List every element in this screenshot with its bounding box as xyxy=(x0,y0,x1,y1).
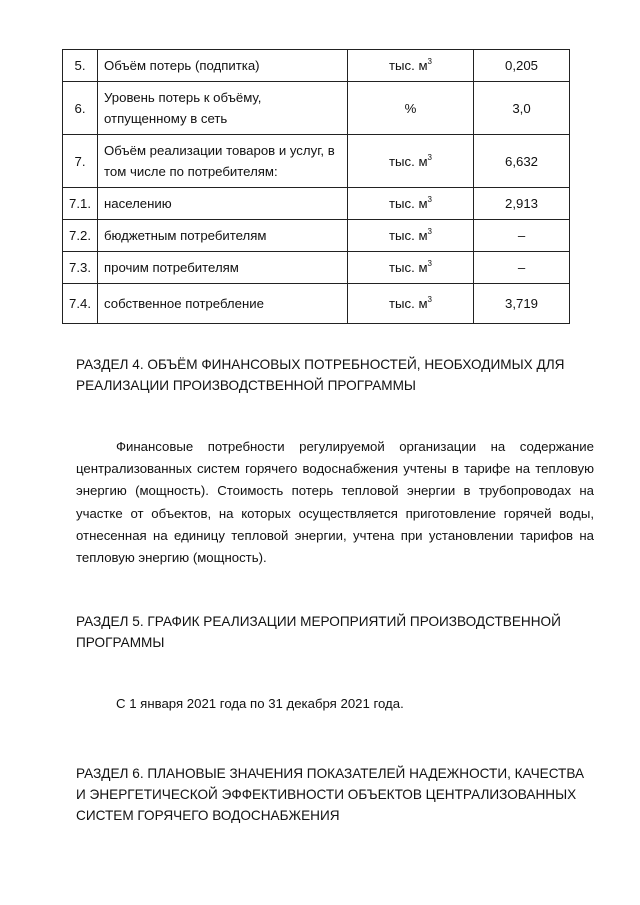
row-number: 7.2. xyxy=(63,220,98,252)
table-row xyxy=(63,50,570,82)
row-number: 7.3. xyxy=(63,252,98,284)
unit-text: тыс. м xyxy=(389,260,428,275)
table-row xyxy=(63,252,570,284)
row-number: 7. xyxy=(63,135,98,188)
section-5-paragraph: С 1 января 2021 года по 31 декабря 2021 года. xyxy=(116,696,404,711)
row-label: бюджетным потребителям xyxy=(98,220,348,252)
indicators-table xyxy=(62,49,570,324)
table-row xyxy=(63,188,570,220)
row-value: 2,913 xyxy=(474,188,570,220)
row-number: 5. xyxy=(63,50,98,82)
row-number: 6. xyxy=(63,82,98,135)
row-label: Уровень потерь к объёму, отпущенному в сеть xyxy=(98,82,348,135)
section-4-heading: РАЗДЕЛ 4. ОБЪЁМ ФИНАНСОВЫХ ПОТРЕБНОСТЕЙ, НЕОБХОДИМЫХ ДЛЯ РЕАЛИЗАЦИИ ПРОИЗВОДСТВЕННОЙ ПРОГРАММЫ xyxy=(76,357,565,393)
unit-text: % xyxy=(404,100,417,116)
row-label: Объём потерь (подпитка) xyxy=(98,50,348,82)
row-unit xyxy=(348,50,474,82)
row-value: 0,205 xyxy=(474,50,570,82)
unit-superscript: 3 xyxy=(427,195,432,204)
row-unit xyxy=(348,82,474,135)
table-row xyxy=(63,82,570,135)
row-label: собственное потребление xyxy=(98,284,348,324)
section-5-heading: РАЗДЕЛ 5. ГРАФИК РЕАЛИЗАЦИИ МЕРОПРИЯТИЙ ПРОИЗВОДСТВЕННОЙ ПРОГРАММЫ xyxy=(76,614,561,650)
table-row xyxy=(63,135,570,188)
row-value: 6,632 xyxy=(474,135,570,188)
section-6-heading: РАЗДЕЛ 6. ПЛАНОВЫЕ ЗНАЧЕНИЯ ПОКАЗАТЕЛЕЙ НАДЕЖНОСТИ, КАЧЕСТВА И ЭНЕРГЕТИЧЕСКОЙ ЭФФЕКТИВНОСТИ ОБЪЕКТОВ ЦЕНТРАЛИЗОВАННЫХ СИСТЕМ ГОРЯЧЕГО ВОДОСНАБЖЕНИЯ xyxy=(76,766,585,823)
unit-text: тыс. м xyxy=(389,58,428,73)
row-label: населению xyxy=(98,188,348,220)
unit-superscript: 3 xyxy=(427,152,432,162)
row-number: 7.1. xyxy=(63,188,98,220)
row-unit xyxy=(348,135,474,188)
row-label: Объём реализации товаров и услуг, в том числе по потребителям: xyxy=(98,135,348,188)
row-value: 3,719 xyxy=(474,284,570,324)
row-value: – xyxy=(474,220,570,252)
row-unit xyxy=(348,252,474,284)
unit-text: тыс. м xyxy=(389,296,428,311)
row-number: 7.4. xyxy=(63,284,98,324)
row-unit xyxy=(348,220,474,252)
row-value: 3,0 xyxy=(474,82,570,135)
row-unit xyxy=(348,188,474,220)
unit-text: тыс. м xyxy=(389,196,428,211)
unit-text: тыс. м xyxy=(389,228,428,243)
unit-superscript: 3 xyxy=(427,57,432,66)
unit-superscript: 3 xyxy=(427,227,432,236)
row-label: прочим потребителям xyxy=(98,252,348,284)
unit-text: тыс. м xyxy=(389,153,428,169)
table-row xyxy=(63,284,570,324)
row-value: – xyxy=(474,252,570,284)
unit-superscript: 3 xyxy=(427,259,432,268)
row-unit xyxy=(348,284,474,324)
table-row xyxy=(63,220,570,252)
indicators-table-container xyxy=(62,49,569,324)
unit-superscript: 3 xyxy=(427,295,432,304)
section-4-paragraph: Финансовые потребности регулируемой организации на содержание централизованных систем горячего водоснабжения учтены в тарифе на тепловую энергию (мощность). Стоимость потерь тепловой энергии в трубопроводах на участке от объектов, на которых осуществляется приготовление горячей воды, отнесенная на единицу тепловой энергии, учтена при установлении тарифов на тепловую энергию (мощность). xyxy=(76,439,594,566)
